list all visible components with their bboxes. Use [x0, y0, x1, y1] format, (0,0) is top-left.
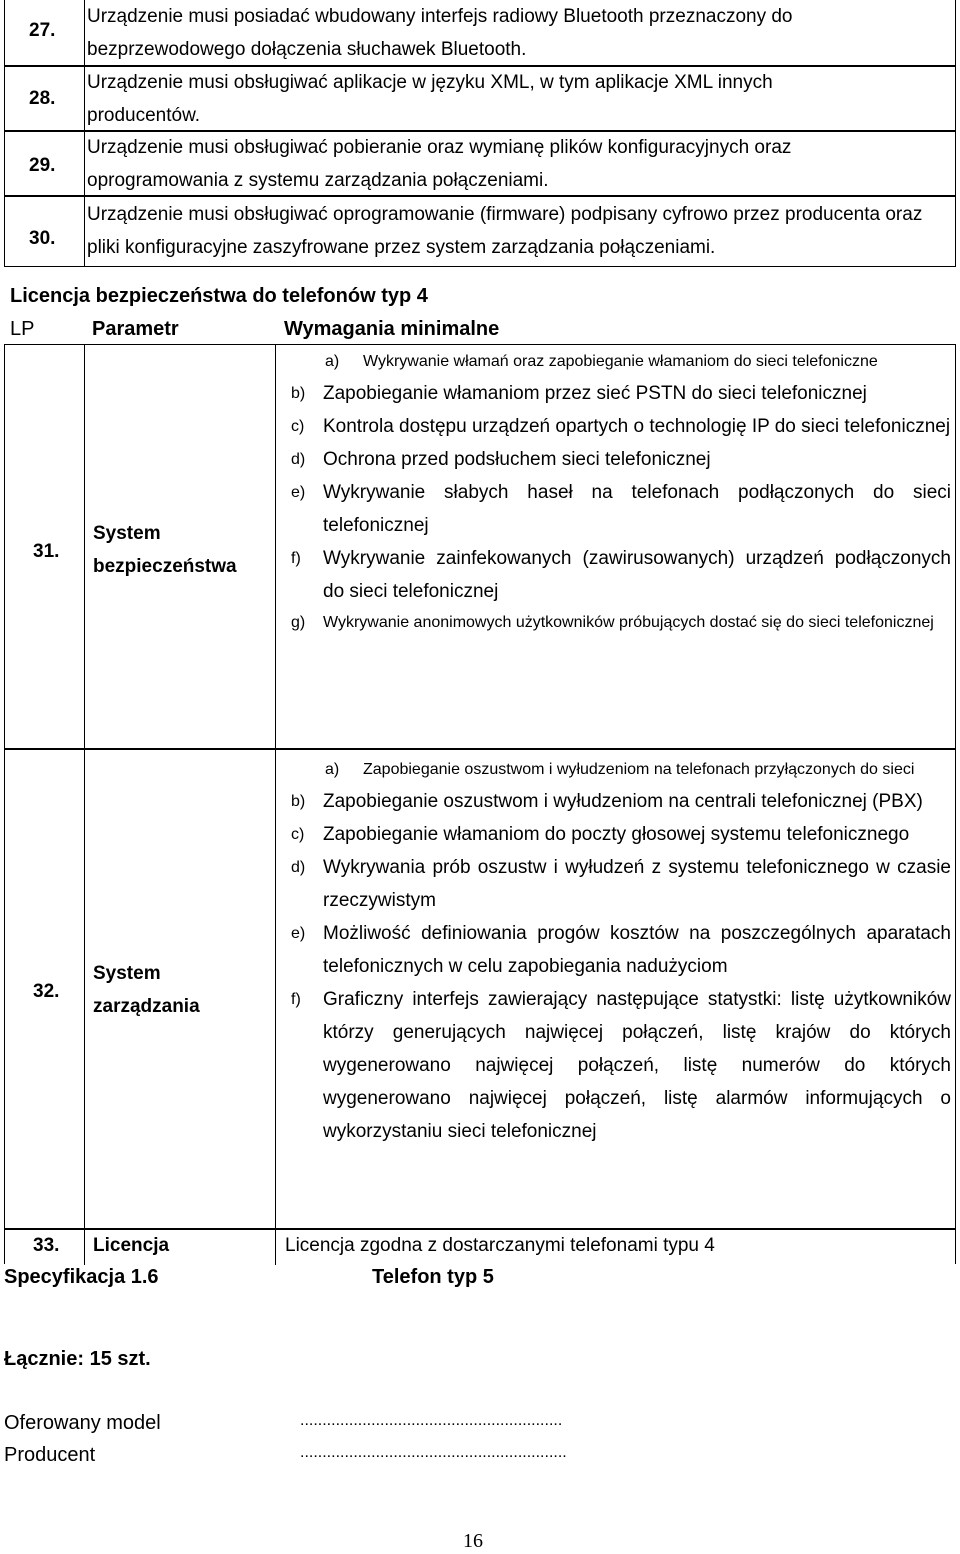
item-label: b) — [291, 385, 306, 402]
header-lp: LP — [10, 318, 35, 340]
row-number: 30. — [29, 228, 56, 249]
item-label: c) — [291, 826, 305, 843]
spec-row-33 — [4, 1228, 956, 1264]
item-label: a) — [325, 353, 340, 370]
list-item — [291, 443, 951, 476]
header-req: Wymagania minimalne — [284, 318, 500, 340]
column-divider — [84, 65, 85, 132]
producer-label: Producent — [4, 1444, 96, 1466]
spec-row-30 — [4, 195, 956, 267]
list-item — [291, 851, 951, 917]
column-divider — [84, 0, 85, 67]
row-number: 28. — [29, 88, 56, 109]
item-text: Zapobieganie oszustwom i wyłudzeniom na telefonach przyłączonych do sieci — [363, 761, 915, 778]
row-number: 33. — [33, 1235, 60, 1256]
row-text: Urządzenie musi posiadać wbudowany interfejs radiowy Bluetooth przeznaczony do bezprzewodowego dołączenia słuchawek Bluetooth. — [87, 6, 793, 60]
page-number: 16 — [463, 1530, 483, 1552]
item-label: f) — [291, 991, 301, 1008]
column-divider — [275, 748, 276, 1230]
offer-model-value[interactable]: ........................................................... — [300, 1412, 563, 1429]
column-divider — [275, 1228, 276, 1265]
param-name: System zarządzania — [93, 963, 200, 1017]
item-text: Wykrywanie anonimowych użytkowników próbujących dostać się do sieci telefonicznej — [323, 614, 934, 631]
column-divider — [84, 195, 85, 267]
list-item — [291, 542, 951, 608]
item-text: Kontrola dostępu urządzeń opartych o technologię IP do sieci telefonicznej — [323, 416, 951, 437]
row-text: Urządzenie musi obsługiwać pobieranie oraz wymianę plików konfiguracyjnych oraz oprogramowania z systemu zarządzania połączeniami. — [87, 137, 792, 191]
param-name: Licencja — [93, 1235, 170, 1256]
row-text: Urządzenie musi obsługiwać oprogramowanie (firmware) podpisany cyfrowo przez producenta oraz pliki konfiguracyjne zaszyfrowane przez system zarządzania połączeniami. — [87, 204, 923, 258]
total-quantity: Łącznie: 15 szt. — [4, 1348, 151, 1370]
item-text: Zapobieganie oszustwom i wyłudzeniom na centrali telefonicznej (PBX) — [323, 791, 923, 812]
spec-row-28 — [4, 65, 956, 132]
spec-row-29 — [4, 130, 956, 197]
list-item — [291, 917, 951, 983]
item-label: f) — [291, 550, 301, 567]
list-item — [291, 818, 951, 851]
requirements-list — [291, 347, 951, 638]
list-item — [291, 755, 951, 785]
item-text: Wykrywanie słabych haseł na telefonach podłączonych do sieci telefonicznej — [323, 482, 951, 536]
item-label: g) — [291, 614, 306, 631]
spec-row-32 — [4, 748, 956, 1230]
item-text: Wykrywanie włamań oraz zapobieganie włamaniom do sieci telefoniczne — [363, 353, 878, 370]
item-text: Zapobieganie włamaniom przez sieć PSTN do sieci telefonicznej — [323, 383, 867, 404]
row-text: Urządzenie musi obsługiwać aplikacje w języku XML, w tym aplikacje XML innych producentów. — [87, 72, 773, 126]
row-number: 32. — [33, 981, 60, 1002]
item-label: e) — [291, 484, 306, 501]
item-text: Wykrywanie zainfekowanych (zawirusowanych) urządzeń podłączonych do sieci telefonicznej — [323, 548, 951, 602]
row-number: 31. — [33, 541, 60, 562]
spec-row-31 — [4, 344, 956, 750]
item-label: c) — [291, 418, 305, 435]
list-item — [291, 785, 951, 818]
list-item — [291, 476, 951, 542]
item-text: Możliwość definiowania progów kosztów na poszczególnych aparatach telefonicznych w celu zapobiegania nadużyciom — [323, 923, 951, 977]
item-text: Wykrywania prób oszustw i wyłudzeń z systemu telefonicznego w czasie rzeczywistym — [323, 857, 951, 911]
header-param: Parametr — [92, 318, 179, 340]
offer-model-label: Oferowany model — [4, 1412, 161, 1434]
column-divider — [84, 1228, 85, 1265]
column-divider — [84, 130, 85, 197]
list-item — [291, 410, 951, 443]
item-text: Ochrona przed podsłuchem sieci telefonicznej — [323, 449, 711, 470]
spec-label: Specyfikacja 1.6 — [4, 1266, 159, 1288]
spec-row-27 — [4, 0, 956, 67]
param-name: System bezpieczeństwa — [93, 523, 237, 577]
section-title: Licencja bezpieczeństwa do telefonów typ 4 — [10, 285, 428, 307]
item-label: e) — [291, 925, 306, 942]
item-text: Graficzny interfejs zawierający następujące statystki: listę użytkowników którzy generujących najwięcej połączeń, listę krajów do których wygenerowano najwięcej połączeń, listę numerów do których wygenerowano najwięcej połączeń, listę alarmów informujących o wykorzystaniu sieci telefonicznej — [323, 989, 951, 1142]
row-number: 27. — [29, 20, 56, 41]
column-divider — [275, 344, 276, 750]
item-label: d) — [291, 451, 306, 468]
row-number: 29. — [29, 155, 56, 176]
spec-title: Telefon typ 5 — [372, 1266, 494, 1288]
item-label: b) — [291, 793, 306, 810]
column-divider — [84, 344, 85, 750]
requirement-text: Licencja zgodna z dostarczanymi telefonami typu 4 — [285, 1235, 715, 1256]
column-divider — [84, 748, 85, 1230]
list-item — [291, 377, 951, 410]
list-item — [291, 347, 951, 377]
requirements-list — [291, 755, 951, 1148]
item-label: a) — [325, 761, 340, 778]
item-label: d) — [291, 859, 306, 876]
item-text: Zapobieganie włamaniom do poczty głosowej systemu telefonicznego — [323, 824, 910, 845]
list-item — [291, 983, 951, 1148]
producer-value[interactable]: ............................................................ — [300, 1444, 567, 1461]
list-item — [291, 608, 951, 638]
